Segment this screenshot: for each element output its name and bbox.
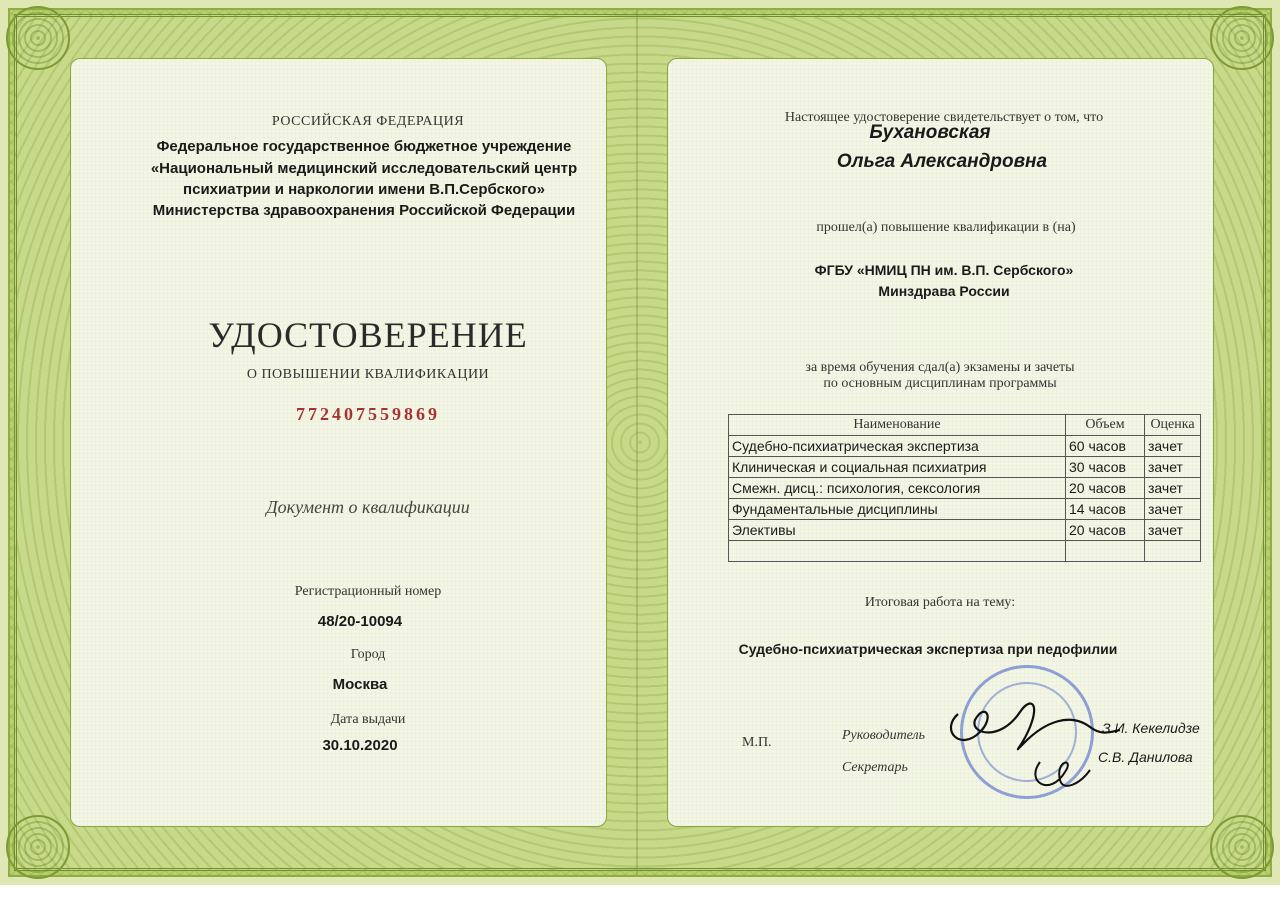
institution-line-1: ФГБУ «НМИЦ ПН им. В.П. Сербского» bbox=[814, 262, 1074, 278]
discipline-hours bbox=[1066, 541, 1145, 562]
reg-number-label: Регистрационный номер bbox=[294, 584, 442, 599]
discipline-hours: 20 часов bbox=[1066, 478, 1145, 499]
discipline-name: Судебно-психиатрическая экспертиза bbox=[729, 436, 1066, 457]
column-header-name: Наименование bbox=[729, 415, 1066, 436]
head-label: Руководитель bbox=[842, 728, 926, 743]
org-line-4: Министерства здравоохранения Российской Федерации bbox=[152, 202, 576, 219]
discipline-name: Смежн. дисц.: психология, сексология bbox=[729, 478, 1066, 499]
corner-ornament bbox=[6, 815, 70, 879]
seal-place-label: М.П. bbox=[742, 735, 772, 750]
org-line-1: Федеральное государственное бюджетное учреждение bbox=[156, 138, 572, 155]
exams-line-1: за время обучения сдал(а) экзамены и зачеты bbox=[805, 360, 1075, 375]
discipline-hours: 14 часов bbox=[1066, 499, 1145, 520]
org-line-2: «Национальный медицинский исследовательский центр bbox=[150, 160, 578, 177]
discipline-name: Элективы bbox=[729, 520, 1066, 541]
table-header-row bbox=[729, 415, 1201, 436]
holder-surname: Бухановская bbox=[869, 122, 991, 143]
table-row bbox=[729, 478, 1201, 499]
final-work-title: Судебно-психиатрическая экспертиза при педофилии bbox=[738, 641, 1118, 657]
corner-ornament bbox=[6, 6, 70, 70]
discipline-grade: зачет bbox=[1145, 478, 1201, 499]
discipline-grade: зачет bbox=[1145, 436, 1201, 457]
table-row bbox=[729, 520, 1201, 541]
exams-line-2: по основным дисциплинам программы bbox=[823, 376, 1057, 391]
discipline-grade: зачет bbox=[1145, 520, 1201, 541]
passed-text: прошел(а) повышение квалификации в (на) bbox=[816, 220, 1076, 235]
reg-number-value: 48/20-10094 bbox=[317, 613, 403, 630]
country-label: РОССИЙСКАЯ ФЕДЕРАЦИЯ bbox=[271, 114, 465, 129]
discipline-hours: 60 часов bbox=[1066, 436, 1145, 457]
org-line-3: психиатрии и наркологии имени В.П.Сербского» bbox=[183, 181, 545, 198]
discipline-name: Клиническая и социальная психиатрия bbox=[729, 457, 1066, 478]
disciplines-table bbox=[728, 414, 1201, 562]
table-row bbox=[729, 436, 1201, 457]
corner-ornament bbox=[1210, 6, 1274, 70]
column-header-hours: Объем bbox=[1066, 415, 1145, 436]
city-value: Москва bbox=[332, 676, 388, 693]
discipline-grade: зачет bbox=[1145, 499, 1201, 520]
discipline-grade: зачет bbox=[1145, 457, 1201, 478]
discipline-name bbox=[729, 541, 1066, 562]
holder-given-names: Ольга Александровна bbox=[836, 151, 1048, 172]
table-row bbox=[729, 541, 1201, 562]
issue-date-value: 30.10.2020 bbox=[322, 737, 398, 754]
secretary-name: С.В. Данилова bbox=[1098, 749, 1193, 765]
serial-number: 772407559869 bbox=[296, 404, 440, 424]
final-work-label: Итоговая работа на тему: bbox=[864, 595, 1016, 610]
discipline-name: Фундаментальные дисциплины bbox=[729, 499, 1066, 520]
secretary-label: Секретарь bbox=[842, 760, 908, 775]
document-subtitle: О ПОВЫШЕНИИ КВАЛИФИКАЦИИ bbox=[246, 367, 490, 382]
table-row bbox=[729, 499, 1201, 520]
city-label: Город bbox=[350, 647, 386, 662]
discipline-hours: 30 часов bbox=[1066, 457, 1145, 478]
head-name: З.И. Кекелидзе bbox=[1102, 720, 1200, 736]
page-spine bbox=[636, 10, 638, 875]
handwritten-signature bbox=[930, 672, 1130, 802]
discipline-hours: 20 часов bbox=[1066, 520, 1145, 541]
document-type: Документ о квалификации bbox=[266, 497, 470, 517]
discipline-grade bbox=[1145, 541, 1201, 562]
corner-ornament bbox=[1210, 815, 1274, 879]
intro-text: Настоящее удостоверение свидетельствует о том, что bbox=[784, 110, 1104, 125]
table-row bbox=[729, 457, 1201, 478]
issue-date-label: Дата выдачи bbox=[330, 712, 406, 727]
institution-line-2: Минздрава России bbox=[878, 283, 1010, 299]
column-header-grade: Оценка bbox=[1145, 415, 1201, 436]
document-title: УДОСТОВЕРЕНИЕ bbox=[208, 315, 528, 355]
